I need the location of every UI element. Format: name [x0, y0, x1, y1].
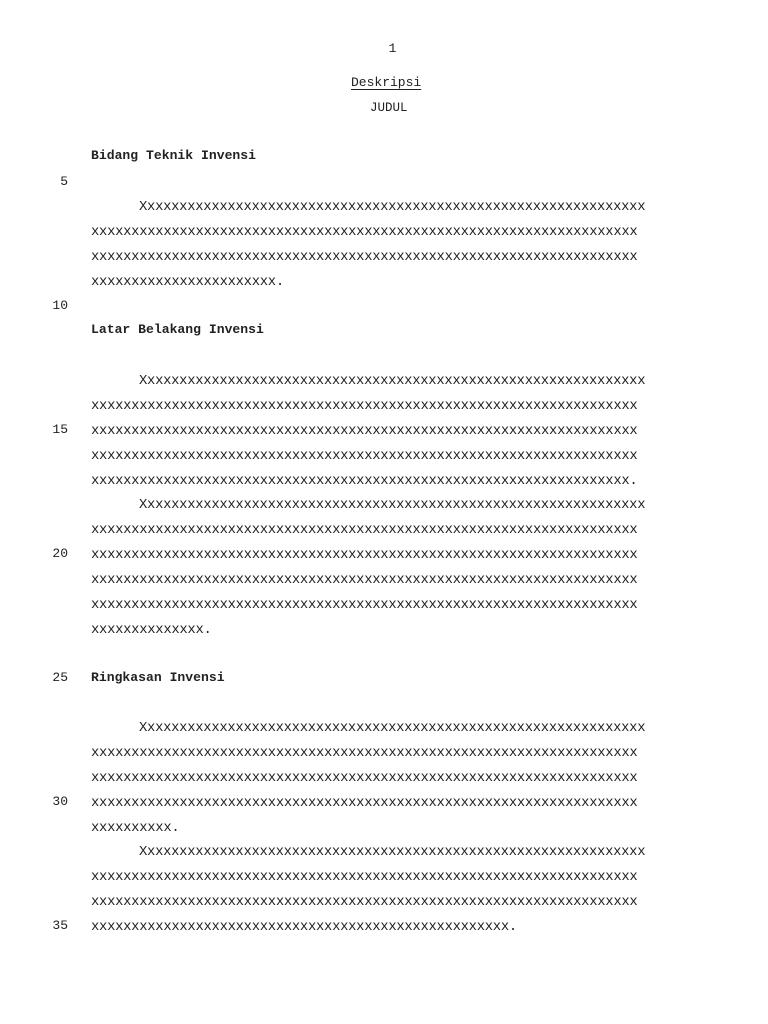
paragraph-line: Xxxxxxxxxxxxxxxxxxxxxxxxxxxxxxxxxxxxxxxxxxxxxxxxxxxxxxxxxxxxxxx [139, 497, 646, 513]
paragraph-line: xxxxxxxxxxxxxxxxxxxxxxxxxxxxxxxxxxxxxxxxxxxxxxxxxxxxxxxxxxxxxxxxxxxx [91, 547, 638, 563]
page-number: 1 [388, 41, 397, 56]
paragraph-line: xxxxxxxxxxxxxxxxxxxxxxxxxxxxxxxxxxxxxxxxxxxxxxxxxxxxxxxxxxxxxxxxxxxx [91, 224, 638, 240]
line-number: 5 [60, 174, 68, 189]
paragraph-line: xxxxxxxxxxxxxxxxxxxxxxxxxxxxxxxxxxxxxxxxxxxxxxxxxxxxxxxxxxxxxxxxxxxx [91, 572, 638, 588]
paragraph-line: xxxxxxxxxxxxxxxxxxxxxxxxxxxxxxxxxxxxxxxxxxxxxxxxxxxxxxxxxxxxxxxxxxxx [91, 597, 638, 613]
paragraph-line: xxxxxxxxxxxxxxxxxxxxxxx. [91, 274, 284, 290]
section-heading: Bidang Teknik Invensi [91, 148, 257, 163]
paragraph-line: xxxxxxxxxxxxxxxxxxxxxxxxxxxxxxxxxxxxxxxxxxxxxxxxxxxxxxxxxxxxxxxxxxxx [91, 770, 638, 786]
line-number: 15 [52, 422, 68, 437]
paragraph-line: Xxxxxxxxxxxxxxxxxxxxxxxxxxxxxxxxxxxxxxxxxxxxxxxxxxxxxxxxxxxxxxx [139, 199, 646, 215]
paragraph-line: xxxxxxxxxxxxxxxxxxxxxxxxxxxxxxxxxxxxxxxxxxxxxxxxxxxxxxxxxxxxxxxxxxxx [91, 745, 638, 761]
paragraph-line: xxxxxxxxxxxxxxxxxxxxxxxxxxxxxxxxxxxxxxxxxxxxxxxxxxxxxxxxxxxxxxxxxxxx [91, 448, 638, 464]
paragraph-line: xxxxxxxxxxxxxxxxxxxxxxxxxxxxxxxxxxxxxxxxxxxxxxxxxxxx. [91, 919, 517, 935]
doc-subtitle: JUDUL [370, 101, 408, 115]
paragraph-line: xxxxxxxxxxxxxxxxxxxxxxxxxxxxxxxxxxxxxxxxxxxxxxxxxxxxxxxxxxxxxxxxxxxx [91, 423, 638, 439]
section-heading: Latar Belakang Invensi [91, 322, 264, 337]
paragraph-line: xxxxxxxxxxxxxxxxxxxxxxxxxxxxxxxxxxxxxxxxxxxxxxxxxxxxxxxxxxxxxxxxxxxx [91, 249, 638, 265]
paragraph-line: xxxxxxxxxxxxxx. [91, 622, 212, 638]
paragraph-line: xxxxxxxxxxxxxxxxxxxxxxxxxxxxxxxxxxxxxxxxxxxxxxxxxxxxxxxxxxxxxxxxxxxx [91, 894, 638, 910]
line-number: 10 [52, 298, 68, 313]
paragraph-line: Xxxxxxxxxxxxxxxxxxxxxxxxxxxxxxxxxxxxxxxxxxxxxxxxxxxxxxxxxxxxxxx [139, 844, 646, 860]
paragraph-line: xxxxxxxxxxxxxxxxxxxxxxxxxxxxxxxxxxxxxxxxxxxxxxxxxxxxxxxxxxxxxxxxxxxx [91, 398, 638, 414]
paragraph-line: xxxxxxxxxxxxxxxxxxxxxxxxxxxxxxxxxxxxxxxxxxxxxxxxxxxxxxxxxxxxxxxxxxxx [91, 522, 638, 538]
line-number: 35 [52, 918, 68, 933]
paragraph-line: xxxxxxxxxxxxxxxxxxxxxxxxxxxxxxxxxxxxxxxxxxxxxxxxxxxxxxxxxxxxxxxxxxxx [91, 869, 638, 885]
paragraph-line: xxxxxxxxxxxxxxxxxxxxxxxxxxxxxxxxxxxxxxxxxxxxxxxxxxxxxxxxxxxxxxxxxxxx [91, 795, 638, 811]
section-heading: Ringkasan Invensi [91, 670, 225, 685]
paragraph-line: Xxxxxxxxxxxxxxxxxxxxxxxxxxxxxxxxxxxxxxxxxxxxxxxxxxxxxxxxxxxxxxx [139, 373, 646, 389]
line-number: 25 [52, 670, 68, 685]
paragraph-line: xxxxxxxxxxxxxxxxxxxxxxxxxxxxxxxxxxxxxxxxxxxxxxxxxxxxxxxxxxxxxxxxxxx. [91, 473, 638, 489]
doc-title: Deskripsi [351, 75, 422, 90]
paragraph-line: Xxxxxxxxxxxxxxxxxxxxxxxxxxxxxxxxxxxxxxxxxxxxxxxxxxxxxxxxxxxxxxx [139, 720, 646, 736]
paragraph-line: xxxxxxxxxx. [91, 820, 180, 836]
line-number: 30 [52, 794, 68, 809]
line-number: 20 [52, 546, 68, 561]
